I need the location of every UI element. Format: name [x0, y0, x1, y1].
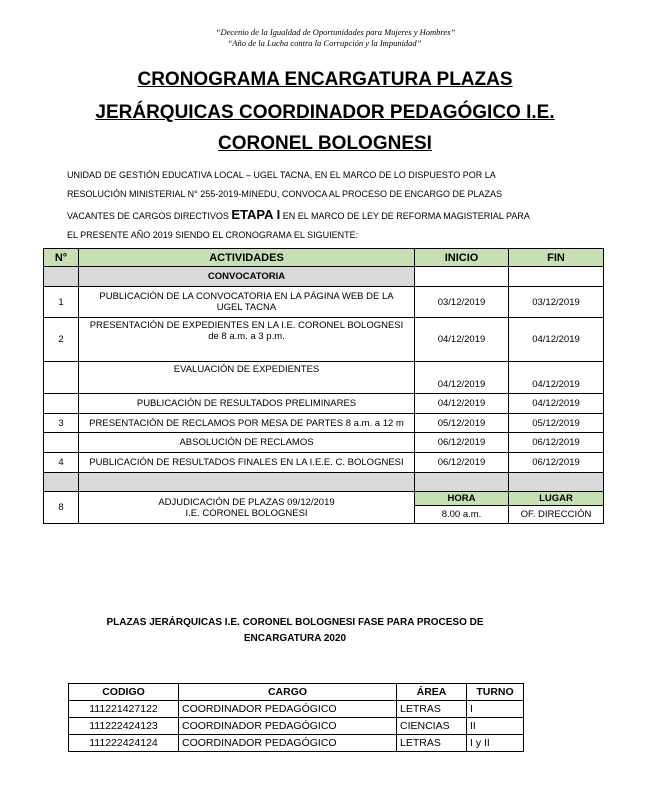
cell-codigo: 111222424124 — [69, 735, 179, 752]
intro-line: EL PRESENTE AÑO 2019 SIENDO EL CRONOGRAMA EL SIGUIENTE: — [67, 230, 359, 241]
row-start: 04/12/2019 — [415, 394, 509, 414]
row-num: 1 — [44, 287, 79, 318]
row-num: 2 — [44, 318, 79, 362]
lugar-label: LUGAR — [509, 492, 604, 506]
adjudicacion-line: ADJUDICACIÓN DE PLAZAS 09/12/2019 — [158, 496, 335, 508]
table-row — [44, 433, 604, 453]
table-row — [44, 362, 604, 394]
section-row — [44, 267, 604, 287]
table-row — [44, 318, 604, 362]
row-end: 06/12/2019 — [509, 433, 604, 453]
row-end: 05/12/2019 — [509, 414, 604, 433]
hora-label: HORA — [415, 492, 509, 506]
header-cargo: CARGO — [179, 684, 397, 701]
row-start: 06/12/2019 — [415, 453, 509, 473]
header-start: INICIO — [415, 249, 509, 267]
cell-area: CIENCIAS — [397, 718, 467, 735]
cell-turno: II — [467, 718, 524, 735]
hora-value: 8.00 a.m. — [415, 506, 509, 524]
adjudicacion-line: I.E. CORONEL BOLOGNESI — [185, 507, 308, 519]
row-activity: ABSOLUCIÓN DE RECLAMOS — [79, 433, 415, 453]
intro-line: VACANTES DE CARGOS DIRECTIVOS ETAPA I EN EL MARCO DE LEY DE REFORMA MAGISTERIAL PARA — [67, 206, 530, 222]
cell-turno: I y II — [467, 735, 524, 752]
header-num: N° — [44, 249, 79, 267]
row-activity: EVALUACIÓN DE EXPEDIENTES — [79, 362, 415, 394]
cell-cargo: COORDINADOR PEDAGÓGICO — [179, 735, 397, 752]
row-end: 04/12/2019 — [509, 362, 604, 394]
row-end: 06/12/2019 — [509, 453, 604, 473]
header-codigo: CODIGO — [69, 684, 179, 701]
cell-codigo: 111222424123 — [69, 718, 179, 735]
motto-line-1: “Decenio de la Igualdad de Oportunidades para Mujeres y Hombres” — [215, 27, 456, 37]
row-start: 04/12/2019 — [415, 362, 509, 394]
row-num: 4 — [44, 453, 79, 473]
header-turno: TURNO — [467, 684, 524, 701]
table-row — [44, 414, 604, 433]
table-row — [69, 735, 524, 752]
cell-area: LETRAS — [397, 701, 467, 718]
row-start: 04/12/2019 — [415, 318, 509, 362]
cell-cargo: COORDINADOR PEDAGÓGICO — [179, 718, 397, 735]
row-end: 03/12/2019 — [509, 287, 604, 318]
cell-turno: I — [467, 701, 524, 718]
row-activity: PUBLICACIÓN DE RESULTADOS PRELIMINARES — [79, 394, 415, 414]
row-activity-line: PRESENTACIÓN DE EXPEDIENTES EN LA I.E. CORONEL BOLOGNESI — [89, 320, 404, 331]
etapa-label: ETAPA I — [231, 206, 281, 222]
table-row — [44, 287, 604, 318]
table-row — [69, 718, 524, 735]
row-num — [44, 362, 79, 394]
intro-paragraph — [67, 166, 579, 246]
row-num: 3 — [44, 414, 79, 433]
page-title-line-3: CORONEL BOLOGNESI — [218, 133, 432, 154]
row-start: 03/12/2019 — [415, 287, 509, 318]
plazas-title-line-2: ENCARGATURA 2020 — [243, 633, 347, 644]
table-header-row — [69, 684, 524, 701]
row-end: 04/12/2019 — [509, 394, 604, 414]
header-end: FIN — [509, 249, 604, 267]
motto-line-2: “Año de la Lucha contra la Corrupción y la Impunidad” — [227, 38, 422, 48]
row-end: 04/12/2019 — [509, 318, 604, 362]
table-row — [69, 701, 524, 718]
page-title-line-1: CRONOGRAMA ENCARGATURA PLAZAS — [137, 69, 513, 90]
row-start: 06/12/2019 — [415, 433, 509, 453]
row-num — [44, 394, 79, 414]
row-activity: PRESENTACIÓN DE RECLAMOS POR MESA DE PARTES 8 a.m. a 12 m — [79, 414, 415, 433]
adjudicacion-activity — [79, 492, 415, 524]
plazas-title-line-1: PLAZAS JERÁRQUICAS I.E. CORONEL BOLOGNESI FASE PARA PROCESO DE — [106, 617, 484, 628]
intro-line: RESOLUCIÓN MINISTERIAL N° 255-2019-MINEDU, CONVOCA AL PROCESO DE ENCARGO DE PLAZAS — [67, 189, 503, 200]
intro-line: UNIDAD DE GESTIÓN EDUCATIVA LOCAL – UGEL TACNA, EN EL MARCO DE LO DISPUESTO POR LA — [67, 170, 496, 180]
table-header-row — [44, 249, 604, 267]
section-label: CONVOCATORIA — [79, 267, 415, 287]
row-start: 05/12/2019 — [415, 414, 509, 433]
header-activity: ACTIVIDADES — [79, 249, 415, 267]
page-title-line-2: JERÁRQUICAS COORDINADOR PEDAGÓGICO I.E. — [95, 102, 555, 123]
separator-row — [44, 473, 604, 492]
cell-area: LETRAS — [397, 735, 467, 752]
adjudicacion-row — [44, 492, 604, 506]
row-num: 8 — [44, 492, 79, 524]
row-activity: PUBLICACIÓN DE LA CONVOCATORIA EN LA PÁGINA WEB DE LA UGEL TACNA — [79, 287, 415, 318]
lugar-value: OF. DIRECCIÓN — [509, 506, 604, 524]
cell-cargo: COORDINADOR PEDAGÓGICO — [179, 701, 397, 718]
row-activity: PUBLICACIÓN DE RESULTADOS FINALES EN LA I.E.E. C. BOLOGNESI — [79, 453, 415, 473]
row-num — [44, 433, 79, 453]
cronograma-table — [43, 248, 604, 524]
plazas-table — [68, 683, 524, 752]
header-area: ÁREA — [397, 684, 467, 701]
table-row — [44, 453, 604, 473]
row-activity — [79, 318, 415, 362]
row-activity-line: de 8 a.m. a 3 p.m. — [208, 331, 285, 342]
cell-codigo: 111221427122 — [69, 701, 179, 718]
table-row — [44, 394, 604, 414]
